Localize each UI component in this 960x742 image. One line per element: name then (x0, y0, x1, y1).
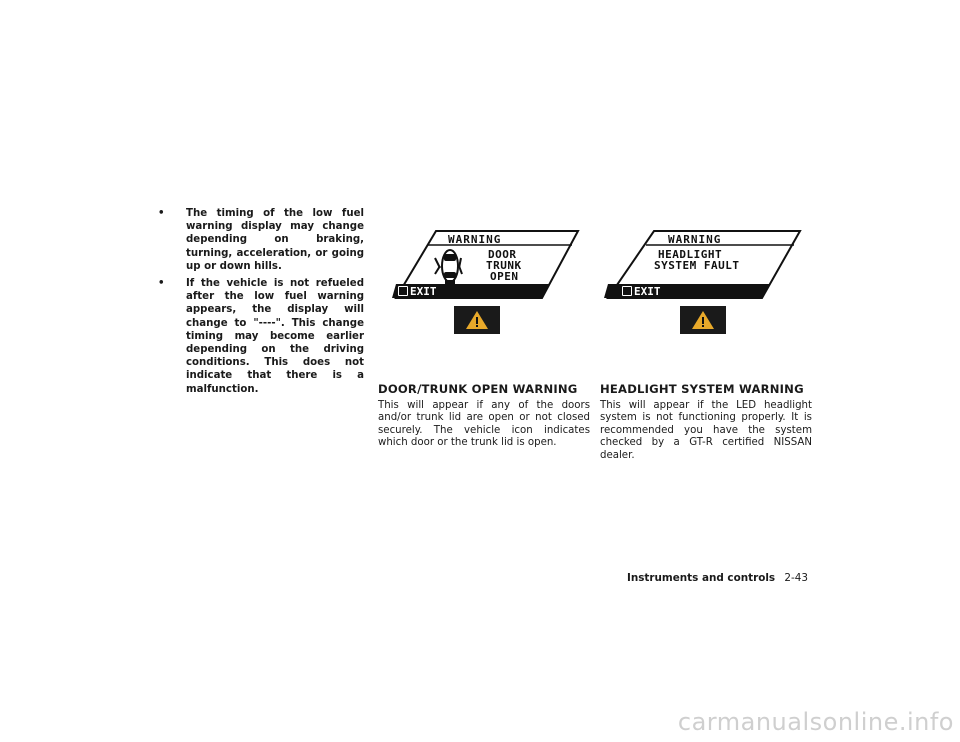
section-body: This will appear if the LED headlight system is not functioning properly. It is recommended you have the system checked by a GT-R certified NISSAN dealer. (600, 400, 812, 461)
vehicle-top-view-icon (428, 246, 468, 286)
display-line: SYSTEM FAULT (654, 259, 740, 272)
exit-label (622, 285, 661, 298)
display-header: WARNING (668, 233, 722, 246)
watermark: carmanualsonline.info (677, 708, 954, 736)
warning-indicator-box (454, 306, 500, 334)
exit-label (398, 285, 437, 298)
page-footer (627, 572, 808, 584)
page-number: 2-43 (784, 572, 808, 584)
bullet-list (158, 207, 364, 400)
section-body: This will appear if any of the doors and/or trunk lid are open or not closed securely. The vehicle icon indicates which door or the trunk lid is open. (378, 400, 590, 449)
headlight-section (600, 382, 812, 462)
warning-triangle-icon (691, 310, 715, 330)
display-header: WARNING (448, 233, 502, 246)
display-line: HEADLIGHT (658, 248, 723, 261)
door-trunk-section (378, 382, 590, 450)
exit-text: EXIT (634, 285, 661, 298)
display-line: OPEN (490, 270, 519, 283)
exit-icon (622, 286, 632, 296)
section-heading: DOOR/TRUNK OPEN WARNING (378, 382, 578, 396)
display-line: TRUNK (486, 259, 522, 272)
exit-text: EXIT (410, 285, 437, 298)
headlight-warning-figure (604, 228, 804, 360)
bullet-item (158, 277, 364, 396)
section-heading: HEADLIGHT SYSTEM WARNING (600, 382, 804, 396)
bullet-text: The timing of the low fuel warning display may change depending on braking, turning, acceleration, or going up or down hills. (186, 208, 364, 272)
bullet-dot: • (158, 278, 165, 290)
bullet-item (158, 207, 364, 273)
warning-indicator-box (680, 306, 726, 334)
warning-triangle-icon (465, 310, 489, 330)
bullet-dot: • (158, 208, 165, 219)
exit-icon (398, 286, 408, 296)
bullet-text: If the vehicle is not refueled after the low fuel warning appears, the display will change to "----". This change timing may become earlier depending on the driving conditions. This does not indicate that there is a malfunction. (186, 278, 364, 395)
door-trunk-warning-figure (392, 228, 582, 360)
footer-section-title: Instruments and controls (626, 572, 776, 584)
display-line: DOOR (488, 248, 517, 261)
